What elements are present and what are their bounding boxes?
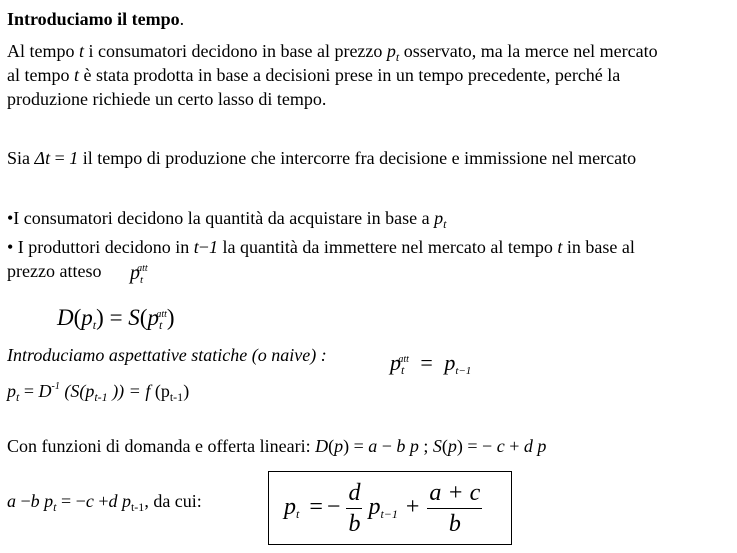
- list-item: prezzo atteso: [7, 261, 102, 281]
- list-item: • I produttori decidono in t−1 la quantità da immettere nel mercato al tempo t in base al: [7, 237, 635, 257]
- paragraph-line: Introduciamo aspettative statiche (o naive) :: [7, 345, 327, 365]
- paragraph-line: produzione richiede un certo lasso di tempo.: [7, 89, 327, 109]
- fraction-d-over-b: $\frac{d}{b}$: [348, 480, 361, 537]
- expected-price-formula: $p_t^{att}$: [130, 262, 148, 286]
- paragraph-line: Sia Δt = 1 il tempo di produzione che intercorre fra decisione e immissione nel mercato: [7, 148, 637, 168]
- fraction-apc-over-b: $\frac{a + c}{b}$: [429, 480, 481, 537]
- static-expectation-formula: $p_t^{att} = p_{t-1}$: [390, 350, 472, 377]
- list-item: •I consumatori decidono la quantità da acquistare in base a $p_t$: [7, 208, 447, 231]
- page-title: Introduciamo il tempo.: [7, 9, 185, 29]
- equilibrium-formula: $D(p_t) = S(p_t^{att})$: [57, 305, 175, 332]
- result-formula: $p_t$ = − $\frac{d}{b}$ $p_{t-1}$ + $\frac{a + c}{b}$: [284, 480, 481, 537]
- paragraph-line: Con funzioni di domanda e offerta lineari: D(p) = a − b p ; S(p) = − c + d p: [7, 436, 547, 456]
- paragraph-line: al tempo t è stata prodotta in base a decisioni prese in un tempo precedente, perché la: [7, 65, 621, 85]
- paragraph-line: $p_t = D^{-1}$ ($S(p_{t-1}$ )) = f $(p_{t-1})$: [7, 381, 190, 404]
- paragraph-line: Al tempo t i consumatori decidono in base al prezzo $p_t$ osservato, ma la merce nel mercato: [7, 41, 658, 64]
- paragraph-line: a −b $p_t = -c +d$ $p_{t-1}$, da cui:: [7, 491, 202, 514]
